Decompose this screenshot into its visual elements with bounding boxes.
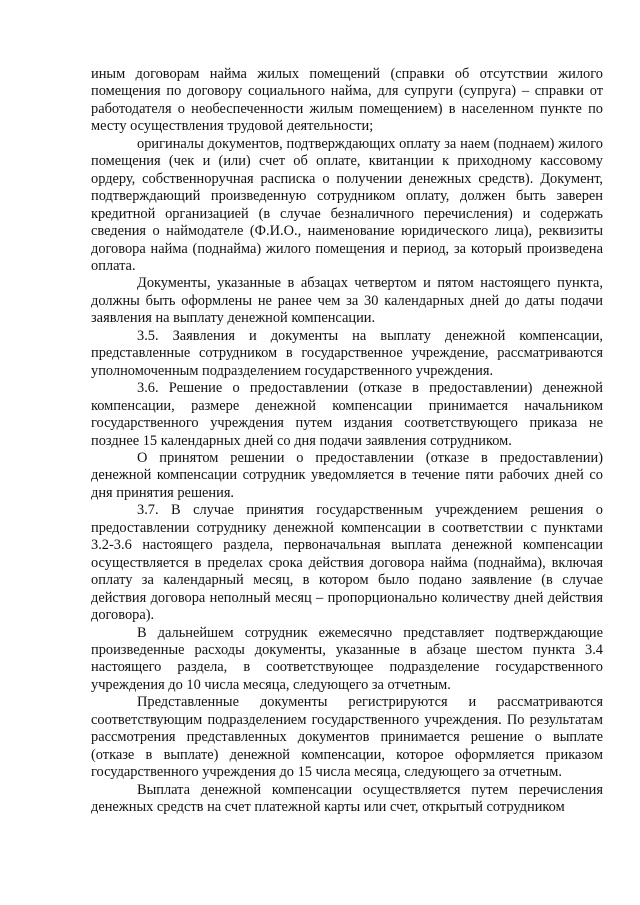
paragraph-monthly-documents: В дальнейшем сотрудник ежемесячно представляет подтверждающие произведенные расходы документы, указанные в абзаце шестом пункта 3.4 настоящего раздела, в соответствующее подразделение государственного учреждения до 10 числа месяца, следующего за отчетным. bbox=[91, 624, 603, 693]
paragraph-continuation: иным договорам найма жилых помещений (справки об отсутствии жилого помещения по договору социального найма, для супруги (супруга) – справки от работодателя о необеспеченности жилым помещением) в населенном пункте по месту осуществления трудовой деятельности; bbox=[91, 66, 603, 135]
paragraph-document-dates: Документы, указанные в абзацах четвертом и пятом настоящего пункта, должны быть оформлены не ранее чем за 30 календарных дней до даты подачи заявления на выплату денежной компенсации. bbox=[91, 275, 603, 327]
paragraph-clause-3-5: 3.5. Заявления и документы на выплату денежной компенсации, представленные сотрудником в государственное учреждение, рассматриваются уполномоченным подразделением государственного учреждения. bbox=[91, 327, 603, 379]
paragraph-payment-transfer: Выплата денежной компенсации осуществляется путем перечисления денежных средств на счет платежной карты или счет, открытый сотрудником bbox=[91, 781, 603, 816]
paragraph-decision-notice: О принятом решении о предоставлении (отказе в предоставлении) денежной компенсации сотрудник уведомляется в течение пяти рабочих дней со дня принятия решения. bbox=[91, 449, 603, 501]
document-body bbox=[91, 66, 603, 816]
paragraph-registration: Представленные документы регистрируются и рассматриваются соответствующим подразделением государственного учреждения. По результатам рассмотрения представленных документов принимается решение о выплате (отказе в выплате) денежной компенсации, которое оформляется приказом государственного учреждения до 15 числа месяца, следующего за отчетным. bbox=[91, 694, 603, 781]
paragraph-clause-3-7: 3.7. В случае принятия государственным учреждением решения о предоставлении сотруднику денежной компенсации в соответствии с пунктами 3.2-3.6 настоящего раздела, первоначальная выплата денежной компенсации осуществляется в пределах срока действия договора найма (поднайма), включая оплату за календарный месяц, в котором было подано заявление (в случае действия договора неполный месяц – пропорционально количеству дней действия договора). bbox=[91, 502, 603, 624]
paragraph-clause-3-6: 3.6. Решение о предоставлении (отказе в предоставлении) денежной компенсации, размере денежной компенсации принимается начальником государственного учреждения путем издания соответствующего приказа не позднее 15 календарных дней со дня подачи заявления сотрудником. bbox=[91, 380, 603, 449]
paragraph-payment-documents: оригиналы документов, подтверждающих оплату за наем (поднаем) жилого помещения (чек и (или) счет об оплате, квитанции к приходному кассовому ордеру, собственноручная расписка о получении денежных средств). Документ, подтверждающий произведенную сотрудником оплату, должен быть заверен кредитной организацией (в случае безналичного перечисления) и содержать сведения о наймодателе (Ф.И.О., наименование юридического лица), реквизиты договора найма (поднайма) жилого помещения и период, за который произведена оплата. bbox=[91, 135, 603, 274]
